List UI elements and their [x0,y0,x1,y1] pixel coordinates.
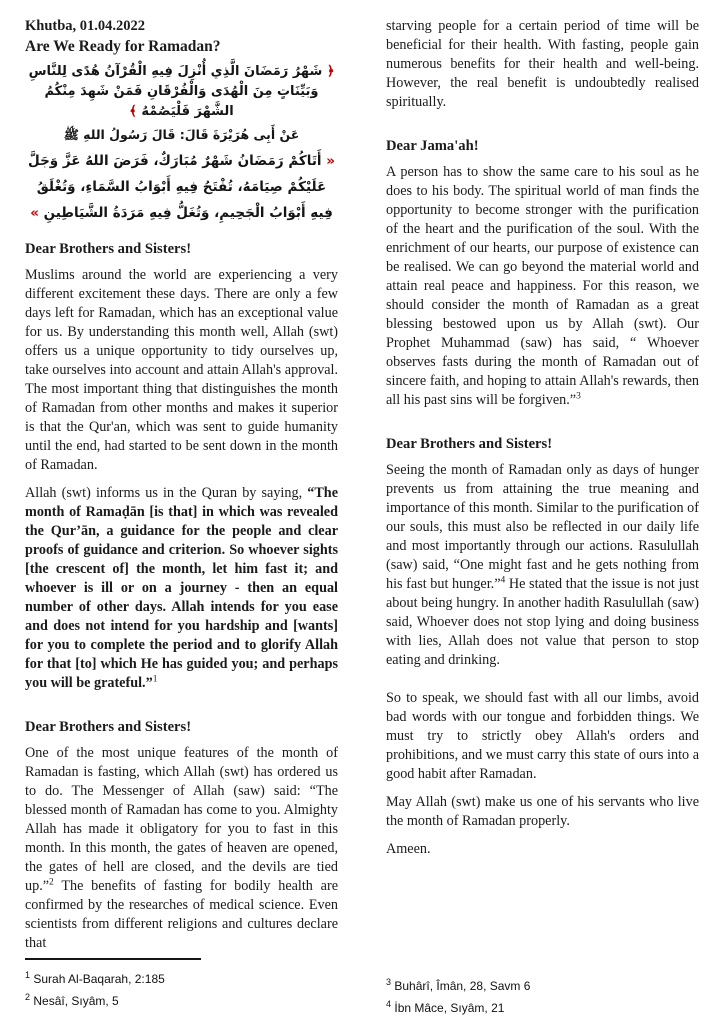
footnote-ref-2: 2 [49,877,54,888]
two-column-layout [25,17,699,962]
footnote-number-4: 4 [386,998,392,1009]
document-date: Khutba, 01.04.2022 [25,18,146,34]
arabic-narrator-line: عَنْ أَبِى هُرَيْرَةَ قَالَ: قَالَ رَسُولُ اللهِ ﷺ [63,127,300,142]
hadith-close-guillemet: » [30,205,39,221]
footnotes-right [386,974,699,1017]
footnotes-area [0,956,724,1024]
footnote-item-4 [386,996,699,1018]
paragraph-intro-ramadan: Muslims around the world are experiencing a very different excitement these days. There are only a few days left for Ramadan, which has an exceptional value for us. By understanding this month well, Allah (swt) offers us a unique opportunity to tidy ourselves up, take ourselves into account and attain Allah's approval. The most important thing that distinguishes the month of Ramadan from other months and makes it superior is that the Qur'an, which was sent to guide humanity until the end, had started to be sent down in the month of Ramadan. [25,267,338,473]
paragraph-dua: May Allah (swt) make us one of his servants who live the month of Ramadan properly. [386,794,699,829]
true-meaning-before-ref: Seeing the month of Ramadan only as days of hunger prevents us from attaining the true meaning and importance of this month. Similar to the purification of our souls, this must also be reflected in our daily life and most importantly through our actions. Rasulullah (saw) said, “One might fast and he gets nothing from his fast but hunger.” [386,462,699,592]
footnote-text-2: Nesâî, Sıyâm, 5 [33,993,119,1008]
paragraph-soul-care [386,163,699,410]
footnote-divider [25,958,201,960]
paragraph-conclusion: So to speak, we should fast with all our limbs, avoid bad words with our tongue and forbidden things. We must try to strictly obey Allah's orders and prohibitions, and we must carry this state of ours into a good habit after Ramadan. [386,690,699,782]
footnote-text-1: Surah Al-Baqarah, 2:185 [33,972,165,986]
section-heading-brothers-sisters-3: Dear Brothers and Sisters! [386,436,553,452]
hadith-text: أَتَاكُمْ رَمَضَانُ شَهْرٌ مُبَارَكٌ، فَرَضَ اللهُ عَزَّ وَجَلَّ عَلَيْكُمْ صِيَامَهُ، تُفْتَحُ فِيهِ أَبْوَابُ السَّمَاءِ، وَتُغْلَقُ فِيهِ أَبْوَابُ الْجَحِيمِ، وَتُغَلُّ فِيهِ مَرَدَةُ الشَّيَاطِينِ [28,153,333,221]
section-heading-brothers-sisters-1: Dear Brothers and Sisters! [25,241,192,257]
quran-close-bracket-ornament: ﴾ [129,104,137,119]
footnote-number-2: 2 [25,991,31,1002]
hadith-open-guillemet: « [326,153,335,169]
right-column [386,17,699,962]
footnote-text-3: Buhârî, Îmân, 28, Savm 6 [394,979,531,993]
footnote-item-1 [25,967,338,989]
footnote-text-4: İbn Mâce, Sıyâm, 21 [394,1000,505,1015]
fasting-text-after-ref: The benefits of fasting for bodily health are confirmed by the researches of medical science. Even scientists from different religions and cultures declare that [25,878,338,951]
quote-lead-in: Allah (swt) informs us in the Quran by saying, [25,485,308,501]
quran-verse-text: شَهْرُ رَمَضَانَ الَّذِي أُنْزِلَ فِيهِ الْقُرْآنُ هُدًى لِلنَّاسِ وَبَيِّنَاتٍ مِنَ الْهُدَى وَالْفُرْقَانِ فَمَنْ شَهِدَ مِنْكُمُ الشَّهْرَ فَلْيَصُمْهُ [28,64,323,119]
footnote-item-3 [386,974,699,996]
quran-translation-quote: “The month of Ramaḍān [is that] in which was revealed the Qur’ān, a guidance for the people and clear proofs of guidance and criterion. So whoever sights [the crescent of] the month, let him fast it; and whoever is ill or on a journey - then an equal number of other days. Allah intends for you ease and does not intend for you hardship and [wants] for you to complete the period and to glorify Allah for that [to] which He has guided you; and perhaps you will be grateful.” [25,485,338,691]
footnote-number-1: 1 [25,970,31,980]
soul-care-text: A person has to show the same care to his soul as he does to his body. The spiritual world of man finds the opportunity to become stronger with the purification of the heart and the purification of the soul. With the enrichment of our hearts, our purpose of existence can be realised. We can go beyond the material world and attain real peace and happiness. For this reason, we should consider the month of Ramadan as a great blessing bestowed upon us by Allah (swt). Our Prophet Muhammad (saw) has said, “ Whoever observes fasts during the month of Ramadan out of sincere faith, and hoping to attain Allah's rewards, then all his past sins will be forgiven.” [386,164,699,408]
left-column [25,17,338,962]
footnote-item-2 [25,989,338,1011]
arabic-quran-verse [25,62,338,122]
arabic-hadith-quote [25,148,338,226]
footnote-ref-1: 1 [152,674,158,685]
paragraph-true-meaning [386,461,699,670]
true-meaning-after-ref: He stated that the issue is not just about being hungry. In another hadith Rasulullah (saw) said, Whoever does not stop lying and doing business with lies, Allah does not value that person to stop eating and drinking. [386,576,699,668]
paragraph-quran-quote [25,484,338,693]
page-title: Are We Ready for Ramadan? [25,38,221,55]
section-heading-jamaah: Dear Jama'ah! [386,138,479,154]
footnote-ref-3: 3 [576,391,581,402]
paragraph-fasting-benefits [25,744,338,953]
quran-open-bracket-ornament: ﴿ [326,64,335,79]
footnotes-left [25,958,338,1010]
paragraph-health-continuation: starving people for a certain period of time will be beneficial for their health. With fasting, people gain numerous benefits for their health and well-being. However, the real benefit is undoubtedly realised spiritually. [386,18,699,110]
section-heading-brothers-sisters-2: Dear Brothers and Sisters! [25,719,192,735]
footnote-number-3: 3 [386,977,392,987]
paragraph-ameen: Ameen. [386,841,431,857]
fasting-text-before-ref: One of the most unique features of the month of Ramadan is fasting, which Allah (swt) has ordered us to do. The Messenger of Allah (saw) said: “The blessed month of Ramadan has come to you. Almighty Allah has made it obligatory for you to fast in this month. In this month, the gates of heaven are opened, the gates of hell are closed, and the devils are tied up.” [25,745,338,894]
footnote-ref-4: 4 [500,575,506,586]
